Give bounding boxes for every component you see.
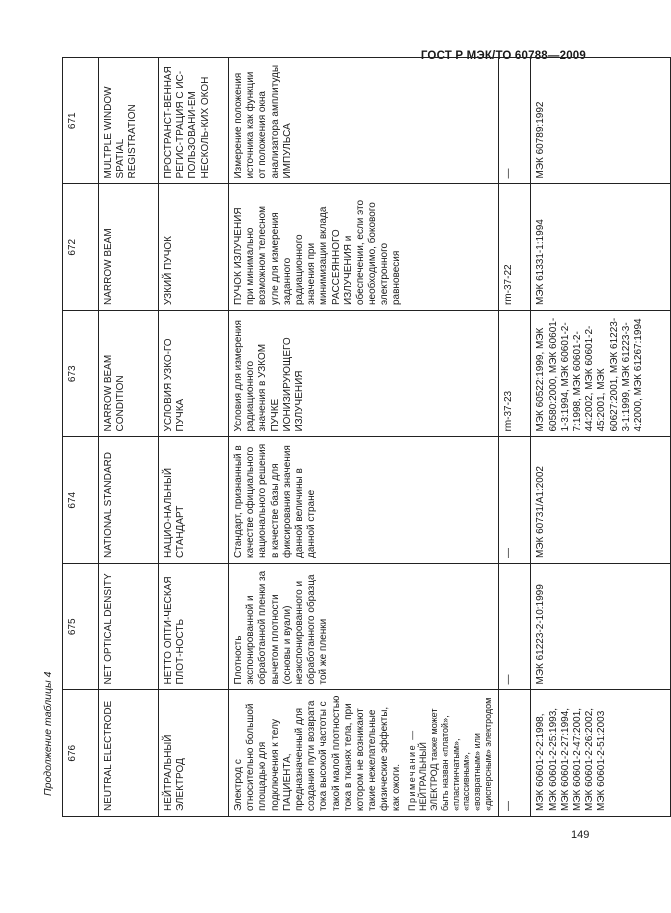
russian-term-cell: УСЛОВИЯ УЗКО-ГО ПУЧКА bbox=[159, 311, 229, 438]
code-cell: — bbox=[499, 564, 531, 691]
note-label: Примечание — bbox=[406, 729, 417, 811]
english-term-cell: NARROW BEAM CONDITION bbox=[99, 311, 159, 438]
russian-term-cell: ПРОСТРАНСТ-ВЕННАЯ РЕГИС-ТРАЦИЯ С ИС-ПОЛЬЗОВАНИ-ЕМ НЕСКОЛЬ-КИХ ОКОН bbox=[159, 58, 229, 185]
term-number-cell: 672 bbox=[63, 184, 99, 311]
russian-term-cell: НАЦИО-НАЛЬНЫЙ СТАНДАРТ bbox=[159, 437, 229, 564]
definition-text: Измерение положения источника как функции от положения окна анализатора амплитуды ИМПУЛЬСА bbox=[233, 64, 293, 179]
definition-text: Стандарт, признанный в качестве официального национального решения в качестве базы для фиксирования значения данной величины в данной стране bbox=[233, 443, 318, 558]
definition-text: Электрод с относительно большой площадью для подключения к телу ПАЦИЕНТА, предназначенный для создания пути возврата тока высокой частоты с такой малой плотностью тока в тканях тела, при котором не возникают такие нежелательные физические эффекты, как ожоги. bbox=[233, 695, 403, 811]
references-cell: МЭК 60731/А1:2002 bbox=[531, 437, 671, 564]
code-cell: — bbox=[499, 437, 531, 564]
references-cell: МЭК 61223-2-10:1999 bbox=[531, 564, 671, 691]
english-term-cell: NEUTRAL ELECTRODE bbox=[99, 690, 159, 817]
table-row bbox=[99, 58, 159, 817]
definition-text: Плотность экспонированной и обработанной пленки за вычетом плотности (основы и вуали) неэкспонированного и обработанного образца той же пленки bbox=[233, 570, 330, 685]
term-number-cell: 675 bbox=[63, 564, 99, 691]
table-row bbox=[531, 58, 671, 817]
term-number-cell: 676 bbox=[63, 690, 99, 817]
standard-header: ГОСТ Р МЭК/ТО 60788—2009 bbox=[420, 50, 586, 62]
definition-cell bbox=[229, 437, 499, 564]
russian-term-cell: НЕТТО ОПТИ-ЧЕСКАЯ ПЛОТ-НОСТЬ bbox=[159, 564, 229, 691]
code-cell: — bbox=[499, 690, 531, 817]
definition-note bbox=[407, 696, 495, 812]
definition-cell bbox=[229, 690, 499, 817]
russian-term-cell: УЗКИЙ ПУЧОК bbox=[159, 184, 229, 311]
table-row bbox=[159, 58, 229, 817]
definition-cell bbox=[229, 564, 499, 691]
english-term-cell: MULTPLE WINDOW SPATIAL REGISTRATION bbox=[99, 58, 159, 185]
table-row bbox=[229, 58, 499, 817]
term-number-cell: 671 bbox=[63, 58, 99, 185]
definition-cell bbox=[229, 58, 499, 185]
definition-text: ПУЧОК ИЗЛУЧЕНИЯ при минимально возможном телесном угле для измерения заданного радиационного значения при минимизации вклада РАССЕЯННОГО ИЗЛУЧЕНИЯ и обеспечении, если это необходимо, бокового электронного равновесия bbox=[233, 199, 403, 305]
terms-table bbox=[62, 57, 644, 817]
references-cell: МЭК 60789:1992 bbox=[531, 58, 671, 185]
note-text: НЕЙТРАЛЬНЫЙ ЭЛЕКТРОД также может быть назван «платой», «пластинчатым», «пассивным», «возвратным» или «дисперсным» электродом bbox=[417, 697, 494, 811]
definition-cell bbox=[229, 184, 499, 311]
references-cell: МЭК 61331-1:1994 bbox=[531, 184, 671, 311]
table-caption: Продолжение таблицы 4 bbox=[42, 671, 54, 796]
references-cell: МЭК 60522:1999, МЭК 60580:2000, МЭК 60601-1-3:1994, МЭК 60601-2-7:1998, МЭК 60601-2-44:2002, МЭК 60601-2-45:2001, МЭК 60627:2001, МЭК 61223-3-1:1999, МЭК 61223-3-4:2000, МЭК 61267:1994 bbox=[531, 311, 671, 438]
term-number-cell: 674 bbox=[63, 437, 99, 564]
russian-term-cell: НЕЙТРАЛЬНЫЙ ЭЛЕКТРОД bbox=[159, 690, 229, 817]
table-row bbox=[499, 58, 531, 817]
code-cell: rm-37-23 bbox=[499, 311, 531, 438]
term-number-cell: 673 bbox=[63, 311, 99, 438]
page-number: 149 bbox=[571, 829, 590, 841]
code-cell: rm-37-22 bbox=[499, 184, 531, 311]
english-term-cell: NET OPTICAL DENSITY bbox=[99, 564, 159, 691]
definition-cell bbox=[229, 311, 499, 438]
table-row bbox=[63, 58, 99, 817]
code-cell: — bbox=[499, 58, 531, 185]
english-term-cell: NARROW BEAM bbox=[99, 184, 159, 311]
references-cell: МЭК 60601-2-2:1998, МЭК 60601-2-25:1993, МЭК 60601-2-27:1994, МЭК 60601-2-47:2001, МЭК 60601-2-26:2002, МЭК 60601-2-51:2003 bbox=[531, 690, 671, 817]
definition-text: Условия для измерения радиационного значения в УЗКОМ ПУЧКЕ ИОНИЗИРУЮЩЕГО ИЗЛУЧЕНИЯ bbox=[233, 320, 305, 432]
english-term-cell: NATIONAL STANDARD bbox=[99, 437, 159, 564]
